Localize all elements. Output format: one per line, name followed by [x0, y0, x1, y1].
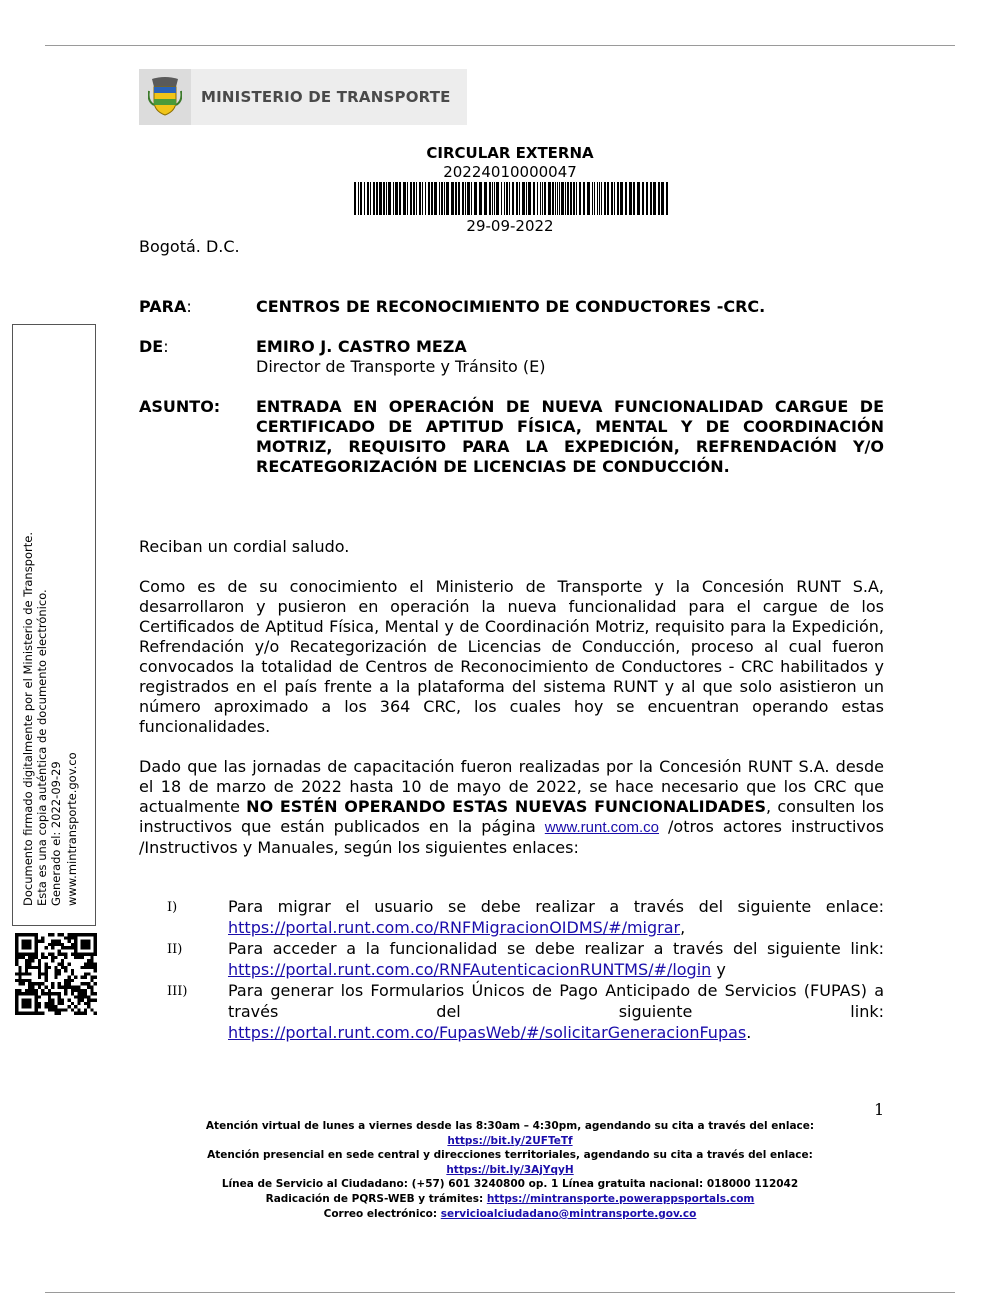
footer-virtual-attention: Atención virtual de lunes a viernes desde las 8:30am – 4:30pm, agendando su cita a través del enlace:	[205, 1120, 815, 1132]
login-link[interactable]: https://portal.runt.com.co/RNFAutenticacionRUNTMS/#/login	[228, 960, 712, 979]
de-role: Director de Transporte y Tránsito (E)	[256, 357, 546, 376]
list-item: Para migrar el usuario se debe realizar a través del siguiente enlace: https://portal.runt.com.co/RNFMigracionOIDMS/#/migrar,	[228, 897, 884, 937]
footer-link-email[interactable]: servicioalciudadano@mintransporte.gov.co	[440, 1207, 697, 1220]
list-item: Para generar los Formularios Únicos de Pago Anticipado de Servicios (FUPAS) a través del siguiente link: https://portal.runt.com.co/FupasWeb/#/solicitarGeneracionFupas.	[228, 981, 884, 1042]
city: Bogotá. D.C.	[139, 237, 240, 256]
de-label: DE:	[139, 337, 169, 356]
list-item: Para acceder a la funcionalidad se debe realizar a través del siguiente link: https://portal.runt.com.co/RNFAutenticacionRUNTMS/#/login y	[228, 939, 884, 979]
page-number: 1	[874, 1100, 885, 1119]
footer-pqrs: Radicación de PQRS-WEB y trámites: https://mintransporte.powerappsportals.com	[265, 1192, 755, 1205]
document-number: 20224010000047	[443, 163, 577, 181]
ministry-name: MINISTERIO DE TRANSPORTE	[201, 88, 451, 106]
paragraph-2: Dado que las jornadas de capacitación fueron realizadas por la Concesión RUNT S.A. desde el 18 de marzo de 2022 hasta 10 de mayo de 2022, se hace necesario que los CRC que actualmente NO ESTÉN OPERANDO ESTAS NUEVAS FUNCIONALIDADES, consulten los instructivos que están publicados en la página www.runt.com.co /otros actores instructivos /Instructivos y Manuales, según los siguientes enlaces:	[139, 757, 885, 857]
para-value: CENTROS DE RECONOCIMIENTO DE CONDUCTORES -CRC.	[256, 297, 766, 316]
ministry-logo	[139, 69, 467, 125]
coat-of-arms-icon	[139, 69, 191, 125]
bottom-rule	[45, 1292, 955, 1293]
fupas-link[interactable]: https://portal.runt.com.co/FupasWeb/#/solicitarGeneracionFupas	[228, 1023, 747, 1042]
runt-website-link[interactable]: www.runt.com.co	[544, 819, 659, 836]
top-rule	[45, 45, 955, 46]
item-3-marker: III)	[167, 984, 188, 999]
footer-phone-line: Línea de Servicio al Ciudadano: (+57) 601 3240800 op. 1 Línea gratuita nacional: 018000 112042	[221, 1178, 799, 1191]
qr-code-icon	[15, 933, 97, 1015]
footer-onsite-attention: Atención presencial en sede central y direcciones territoriales, agendando su cita a través del enlace:	[207, 1149, 813, 1162]
signature-website: www.mintransporte.gov.co	[65, 752, 79, 906]
signature-text: Documento firmado digitalmente por el Ministerio de Transporte. Esta es una copia auténtica de documento electrónico. Generado el: 2022-09-29	[21, 532, 63, 906]
footer-link-virtual[interactable]: https://bit.ly/2UFTeTf	[447, 1134, 573, 1147]
item-1-marker: I)	[167, 900, 178, 915]
barcode	[354, 182, 668, 215]
footer-email: Correo electrónico: servicioalciudadano@mintransporte.gov.co	[323, 1207, 697, 1220]
document-type: CIRCULAR EXTERNA	[426, 144, 594, 162]
de-name: EMIRO J. CASTRO MEZA	[256, 337, 467, 356]
asunto-label: ASUNTO:	[139, 397, 221, 416]
item-2-marker: II)	[167, 942, 183, 957]
footer	[150, 1119, 870, 1221]
footer-link-pqrs[interactable]: https://mintransporte.powerappsportals.com	[486, 1192, 755, 1205]
para-label: PARA:	[139, 297, 192, 316]
asunto-value: ENTRADA EN OPERACIÓN DE NUEVA FUNCIONALIDAD CARGUE DE CERTIFICADO DE APTITUD FÍSICA, MENTAL Y DE COORDINACIÓN MOTRIZ, REQUISITO PARA LA EXPEDICIÓN, REFRENDACIÓN Y/O RECATEGORIZACIÓN DE LICENCIAS DE CONDUCCIÓN.	[256, 397, 884, 476]
greeting: Reciban un cordial saludo.	[139, 537, 350, 556]
paragraph-1: Como es de su conocimiento el Ministerio de Transporte y la Concesión RUNT S.A, desarrollaron y pusieron en operación la nueva funcionalidad para el cargue de los Certificados de Aptitud Física, Mental y de Coordinación Motriz, requisito para la Expedición, Refrendación y/o Recategorización de Licencias de Conducción, proceso al cual fueron convocados la totalidad de Centros de Reconocimiento de Conductores - CRC habilitados y registrados en el país frente a la plataforma del sistema RUNT y al que solo asistieron un número aproximado a los 364 CRC, los cuales hoy se encuentran operando estas funcionalidades.	[139, 577, 884, 736]
migrar-link[interactable]: https://portal.runt.com.co/RNFMigracionOIDMS/#/migrar	[228, 918, 681, 937]
document-date: 29-09-2022	[466, 217, 554, 235]
footer-link-onsite[interactable]: https://bit.ly/3AjYqyH	[446, 1163, 574, 1176]
